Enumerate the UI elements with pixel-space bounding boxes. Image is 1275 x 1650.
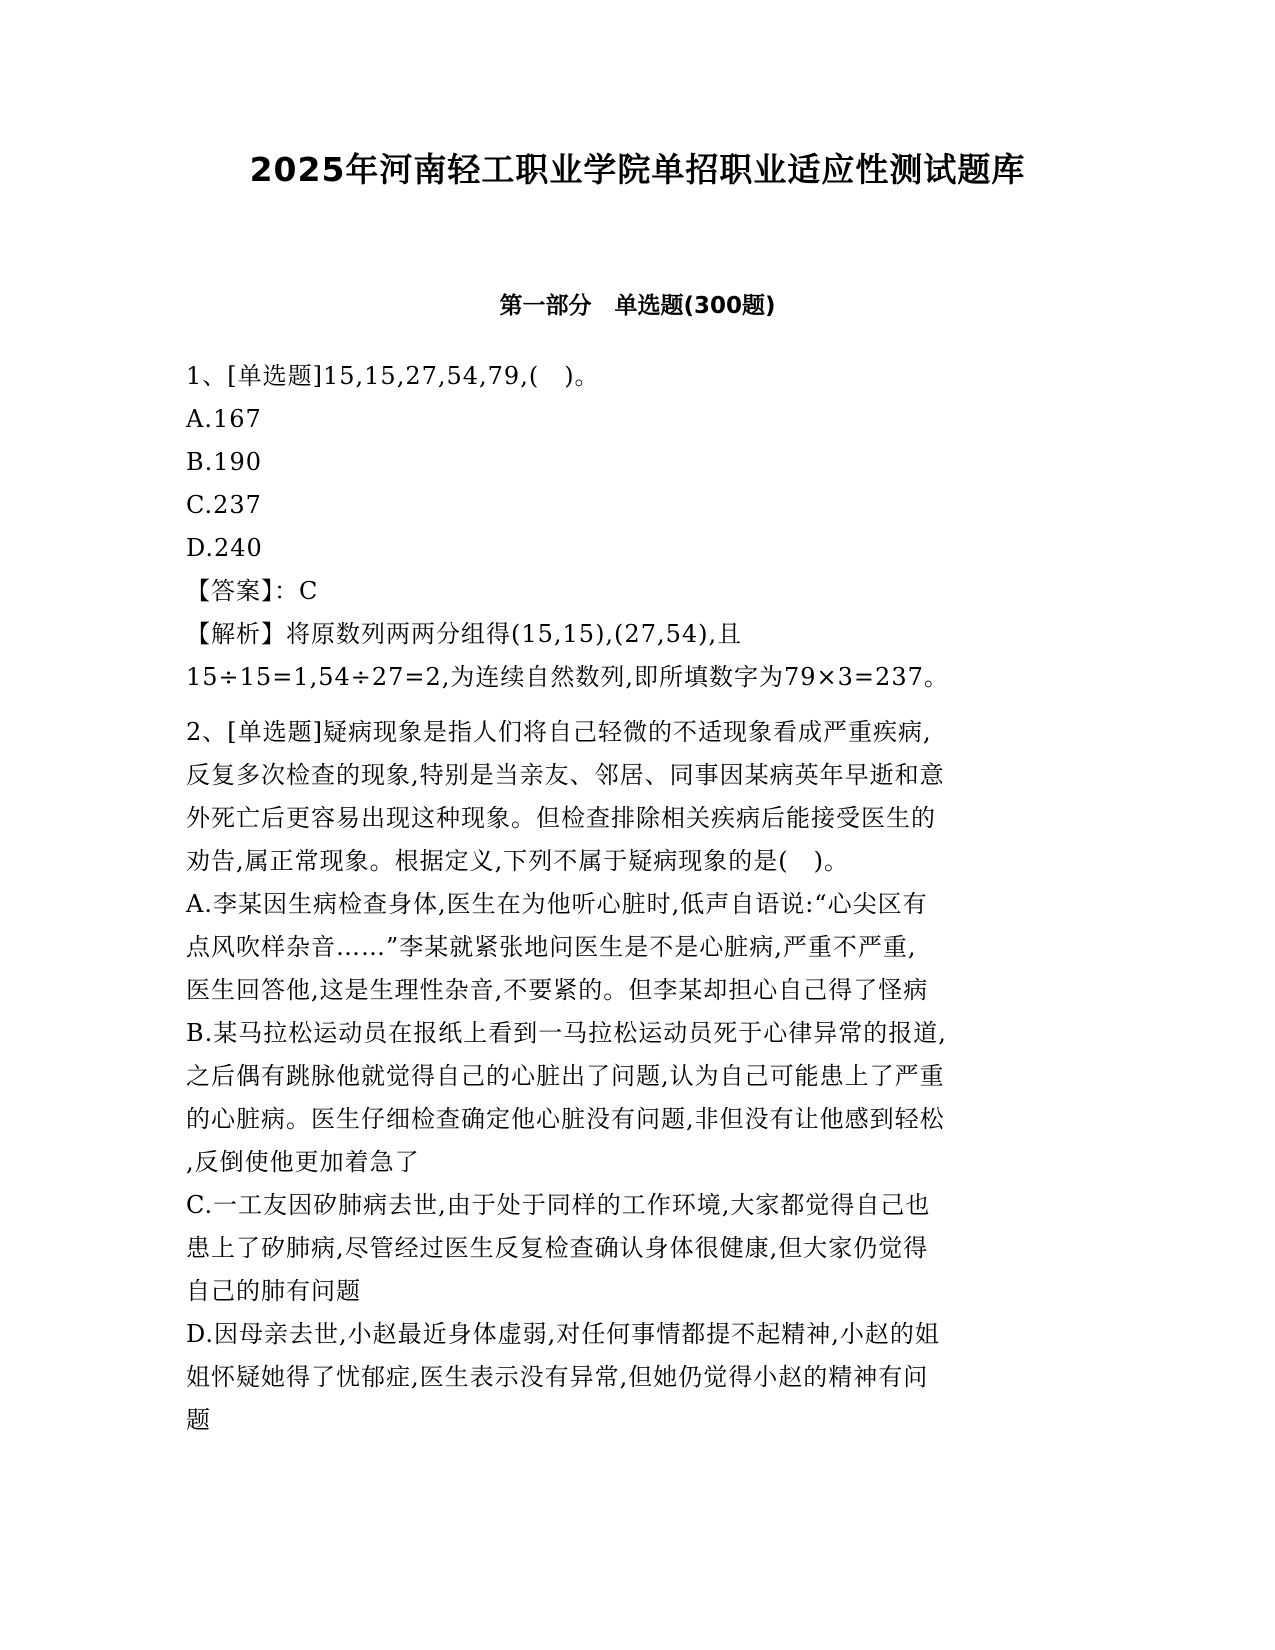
question-1-option-a: A.167	[186, 405, 262, 433]
question-2-option-b	[186, 1012, 1086, 1184]
option-line: 题	[186, 1406, 211, 1434]
question-2-option-c	[186, 1184, 1086, 1313]
document-title: 2025年河南轻工职业学院单招职业适应性测试题库	[249, 150, 1026, 189]
question-1-stem: 1、[单选题]15,15,27,54,79,( )。	[186, 362, 600, 390]
question-1	[186, 355, 1086, 699]
question-2-option-d	[186, 1313, 1086, 1442]
option-line: 姐怀疑她得了忧郁症,医生表示没有异常,但她仍觉得小赵的精神有问	[186, 1363, 929, 1391]
option-line: 自己的肺有问题	[186, 1277, 361, 1305]
question-1-answer: 【答案】：C	[186, 577, 319, 605]
option-line: 的心脏病。医生仔细检查确定他心脏没有问题,非但没有让他感到轻松	[186, 1105, 945, 1133]
question-1-analysis-line: 15÷15=1,54÷27=2,为连续自然数列,即所填数字为79×3=237。	[186, 663, 949, 691]
question-separator	[186, 699, 1086, 711]
option-line: 点风吹样杂音……”李某就紧张地问医生是不是心脏病,严重不严重,	[186, 933, 917, 961]
option-line: 患上了矽肺病,尽管经过医生反复检查确认身体很健康,但大家仍觉得	[186, 1234, 929, 1262]
question-2-stem-line: 劝告,属正常现象。根据定义,下列不属于疑病现象的是( )。	[186, 847, 849, 875]
option-line: C.一工友因矽肺病去世,由于处于同样的工作环境,大家都觉得自己也	[186, 1191, 931, 1219]
question-2-stem-line: 2、[单选题]疑病现象是指人们将自己轻微的不适现象看成严重疾病,	[186, 718, 932, 746]
option-line: 之后偶有跳脉他就觉得自己的心脏出了问题,认为自己可能患上了严重	[186, 1062, 945, 1090]
question-2	[186, 711, 1086, 1442]
option-line: B.某马拉松运动员在报纸上看到一马拉松运动员死于心律异常的报道,	[186, 1019, 947, 1047]
question-2-stem-line: 外死亡后更容易出现这种现象。但检查排除相关疾病后能接受医生的	[186, 804, 936, 832]
section-title: 第一部分 单选题(300题)	[499, 293, 776, 319]
question-2-option-a	[186, 883, 1086, 1012]
question-list	[186, 355, 1086, 1442]
question-1-option-b: B.190	[186, 448, 263, 476]
question-1-option-c: C.237	[186, 491, 262, 519]
option-line: 医生回答他,这是生理性杂音,不要紧的。但李某却担心自己得了怪病	[186, 976, 929, 1004]
question-2-stem-line: 反复多次检查的现象,特别是当亲友、邻居、同事因某病英年早逝和意	[186, 761, 945, 789]
question-1-analysis-line: 【解析】将原数列两两分组得(15,15),(27,54),且	[186, 620, 743, 648]
option-line: ,反倒使他更加着急了	[186, 1148, 420, 1176]
option-line: D.因母亲去世,小赵最近身体虚弱,对任何事情都提不起精神,小赵的姐	[186, 1320, 940, 1348]
option-line: A.李某因生病检查身体,医生在为他听心脏时,低声自语说:“心尖区有	[186, 890, 928, 918]
question-1-option-d: D.240	[186, 534, 263, 562]
